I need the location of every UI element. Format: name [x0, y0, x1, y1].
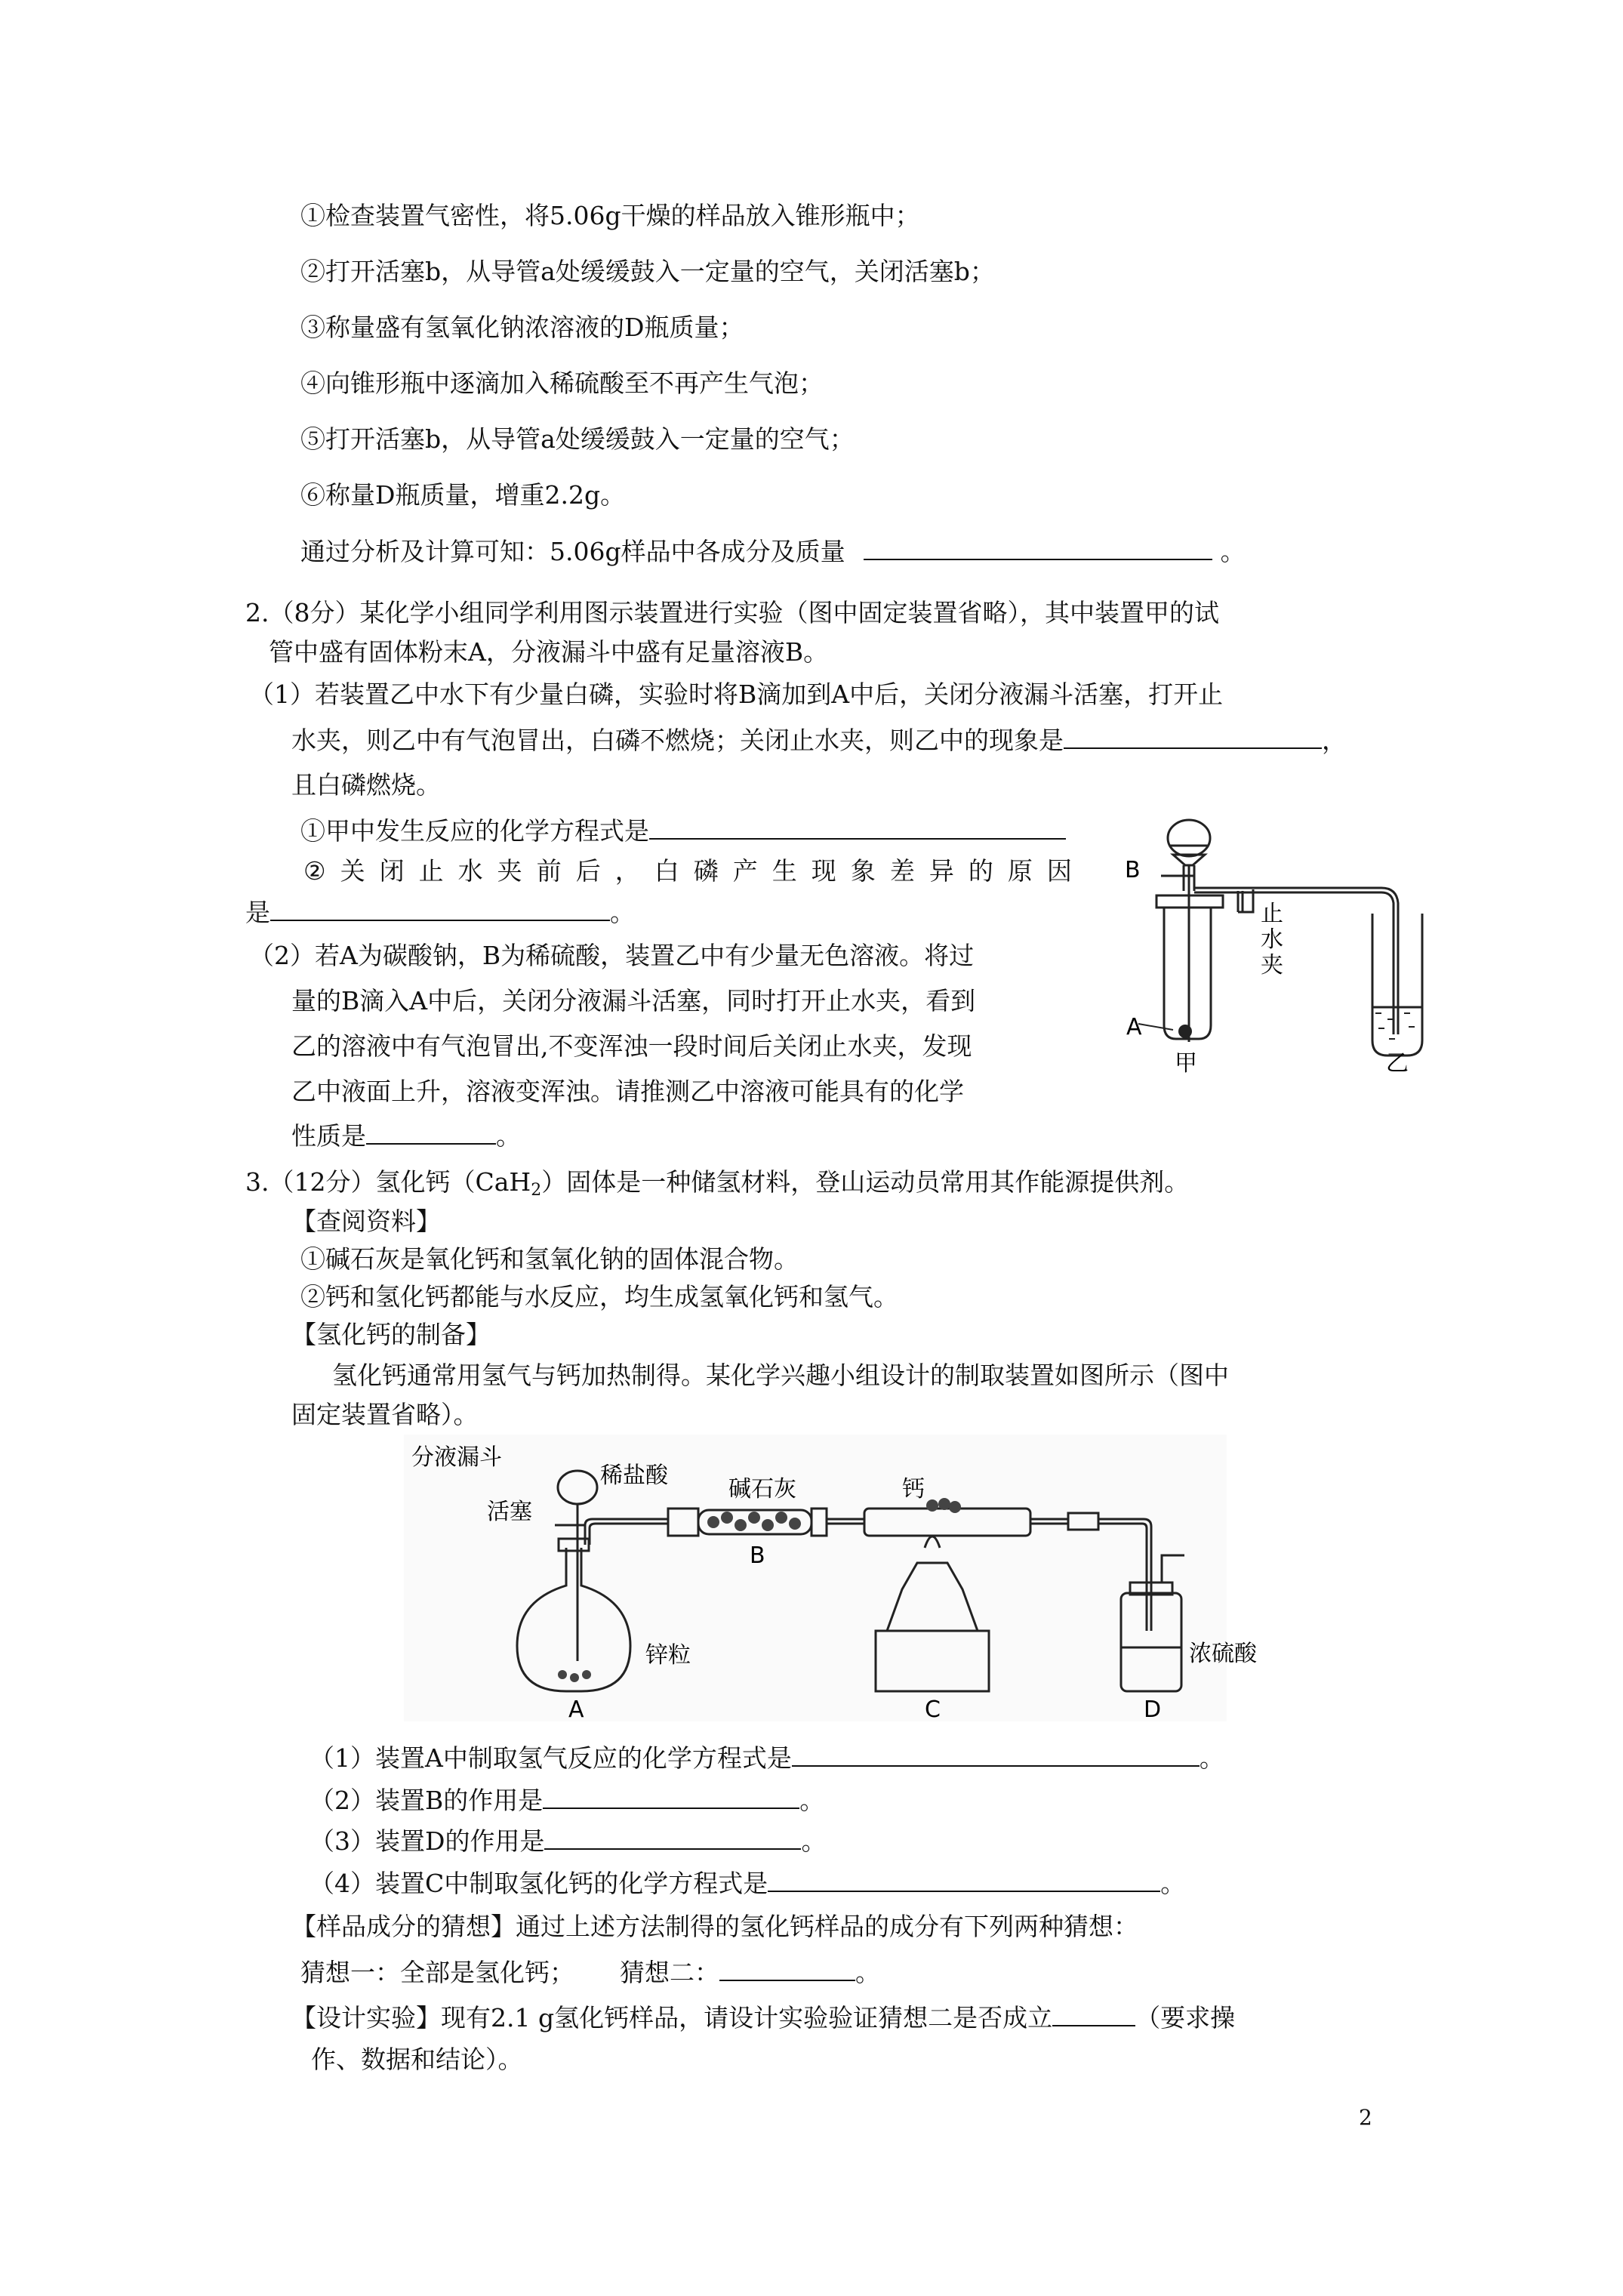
label-yi: 乙 [1386, 1050, 1409, 1077]
char: 止 [418, 856, 444, 886]
q2-sub-2-justified [303, 855, 1072, 888]
char: 后 [575, 856, 601, 886]
q2-line-1: 2.（8分）某化学小组同学利用图示装置进行实验（图中固定装置省略），其中装置甲的试 [245, 598, 1219, 627]
q3-guess-head: 【样品成分的猜想】 [291, 1912, 516, 1941]
char: 生 [771, 856, 797, 886]
answer-blank[interactable] [270, 895, 610, 921]
q3-sub-1-text: （1）装置A中制取氢气反应的化学方程式是 [310, 1743, 792, 1773]
q2-p1-line-3: 且白磷燃烧。 [291, 770, 441, 800]
q3-guess-1: 猜想一：全部是氢化钙； [300, 1958, 574, 1987]
q3-prep-2: 固定装置省略）。 [291, 1400, 479, 1429]
q3-design-text: 现有2.1 g氢化钙样品，请设计实验验证猜想二是否成立 [441, 2003, 1053, 2032]
conclusion-line [300, 535, 1246, 569]
label-b: B [750, 1542, 765, 1569]
q2-p1-line-2-text: 水夹，则乙中有气泡冒出，白磷不燃烧；关闭止水夹，则乙中的现象是 [291, 726, 1064, 755]
q2-p2-line-2: 量的B滴入A中后，关闭分液漏斗活塞，同时打开止水夹，看到 [291, 986, 976, 1015]
q3-design-head: 【设计实验】 [291, 2003, 441, 2032]
char: 关 [340, 856, 365, 886]
q2-line-2: 管中盛有固体粉末A，分液漏斗中盛有足量溶液B。 [269, 637, 829, 667]
q3-sub-2-end: 。 [799, 1786, 825, 1815]
q3-sub-2 [310, 1783, 824, 1817]
solid-powder-shape [1178, 1025, 1192, 1038]
q3-line-1 [245, 1166, 1189, 1207]
char: 因 [1046, 856, 1072, 886]
q2-p2-line-3: 乙的溶液中有气泡冒出,不变浑浊一段时间后关闭止水夹，发现 [291, 1031, 972, 1061]
q3-guess [291, 1910, 1138, 1943]
q3-sub-3-text: （3）装置D的作用是 [310, 1826, 545, 1856]
page-number: 2 [1359, 2105, 1372, 2130]
label-sulfuric-acid: 浓硫酸 [1189, 1641, 1257, 1667]
char: 磷 [693, 856, 719, 886]
label-acid: 稀盐酸 [600, 1462, 668, 1489]
char: 产 [732, 856, 758, 886]
q3-design-line-2: 作、数据和结论）。 [311, 2045, 523, 2074]
char: 夹 [497, 856, 522, 886]
label-zinc: 锌粒 [645, 1642, 691, 1669]
q3-sub-2-text: （2）装置B的作用是 [310, 1786, 544, 1815]
answer-blank[interactable] [1064, 723, 1322, 749]
label-stopcock: 活塞 [487, 1499, 532, 1525]
label-lime: 碱石灰 [728, 1476, 796, 1502]
q3-design [291, 2001, 1235, 2035]
char: ， [614, 856, 640, 886]
label-a: A [1126, 1014, 1142, 1040]
q3-sub-1-end: 。 [1199, 1743, 1224, 1773]
label-calcium: 钙 [902, 1476, 925, 1502]
label-b: B [1125, 857, 1141, 883]
q3-sub-3-end: 。 [801, 1826, 827, 1856]
char: ② [303, 856, 326, 886]
q3-design-end: （要求操 [1135, 2003, 1236, 2032]
label-jia: 甲 [1175, 1050, 1197, 1077]
answer-blank[interactable] [768, 1866, 1160, 1892]
conclusion-end: 。 [1220, 537, 1246, 566]
step-6: ⑥称量D瓶质量，增重2.2g。 [300, 480, 626, 510]
q2-sub-2-end: 。 [610, 898, 635, 927]
char: 异 [929, 856, 954, 886]
answer-blank[interactable] [649, 814, 1066, 840]
step-1: ①检查装置气密性，将5.06g干燥的样品放入锥形瓶中； [300, 201, 920, 230]
q3-guesses [300, 1955, 880, 1989]
q2-p2-line-4: 乙中液面上升，溶液变浑浊。请推测乙中溶液可能具有的化学 [291, 1077, 964, 1106]
q3-line-1-a: 3.（12分）氢化钙（CaH [245, 1167, 531, 1197]
q2-p2-line-5 [291, 1119, 521, 1153]
step-5: ⑤打开活塞b，从导管a处缓缓鼓入一定量的空气； [300, 424, 855, 454]
q2-p2-line-1: （2）若A为碳酸钠，B为稀硫酸，装置乙中有少量无色溶液。将过 [249, 941, 975, 970]
label-clamp-1: 止 [1261, 901, 1283, 927]
q3-sub-4-text: （4）装置C中制取氢化钙的化学方程式是 [310, 1869, 768, 1898]
q3-apparatus-figure [404, 1435, 1257, 1723]
q2-sub-1 [300, 814, 1066, 848]
q3-ref-2: ②钙和氢化钙都能与水反应，均生成氢氧化钙和氢气。 [300, 1282, 898, 1311]
q3-sub-4-end: 。 [1160, 1869, 1186, 1898]
q2-p1-line-2 [291, 723, 1347, 757]
char: 现 [811, 856, 836, 886]
char: 的 [968, 856, 993, 886]
answer-blank[interactable] [1052, 2001, 1135, 2026]
label-clamp-3: 夹 [1261, 952, 1283, 978]
label-c: C [925, 1697, 941, 1723]
funnel-bulb-shape [1168, 820, 1210, 856]
q3-sub-3 [310, 1824, 826, 1858]
label-d: D [1144, 1697, 1162, 1723]
char: 闭 [379, 856, 405, 886]
char: 差 [889, 856, 915, 886]
char: 象 [850, 856, 876, 886]
q2-p1-line-2-end: ， [1322, 726, 1347, 755]
step-4: ④向锥形瓶中逐滴加入稀硫酸至不再产生气泡； [300, 368, 824, 398]
q2-sub-1-text: ①甲中发生反应的化学方程式是 [300, 816, 649, 846]
conclusion-text: 通过分析及计算可知：5.06g样品中各成分及质量 [300, 537, 845, 566]
label-a: A [568, 1697, 584, 1723]
char: 前 [536, 856, 562, 886]
q3-guess-2-end: 。 [855, 1958, 880, 1987]
q2-p1-line-1: （1）若装置乙中水下有少量白磷，实验时将B滴加到A中后，关闭分液漏斗活塞，打开止 [249, 680, 1224, 709]
q3-line-1-sub: 2 [531, 1181, 542, 1200]
q2-sub-2-cont-text: 是 [245, 898, 270, 927]
q2-p2-line-5-text: 性质是 [291, 1121, 366, 1151]
q2-p2-line-5-end: 。 [496, 1121, 521, 1151]
q3-heading-2: 【氢化钙的制备】 [291, 1320, 491, 1349]
char: 白 [654, 856, 679, 886]
q2-apparatus-figure [1110, 815, 1457, 1080]
step-2: ②打开活塞b，从导管a处缓缓鼓入一定量的空气，关闭活塞b； [300, 257, 995, 286]
char: 水 [457, 856, 483, 886]
q3-line-1-b: ）固体是一种储氢材料，登山运动员常用其作能源提供剂。 [541, 1167, 1190, 1197]
label-clamp-2: 水 [1261, 926, 1283, 953]
q3-sub-1 [310, 1741, 1224, 1775]
label-funnel: 分液漏斗 [411, 1444, 502, 1471]
q3-ref-1: ①碱石灰是氧化钙和氢氧化钠的固体混合物。 [300, 1244, 799, 1274]
step-3: ③称量盛有氢氧化钠浓溶液的D瓶质量； [300, 313, 744, 342]
q3-guess-2-prefix: 猜想二： [620, 1958, 719, 1987]
answer-blank[interactable] [543, 1783, 799, 1809]
q3-sub-4 [310, 1866, 1185, 1900]
q2-sub-2-cont [245, 895, 635, 929]
answer-blank[interactable] [366, 1119, 496, 1145]
char: 原 [1007, 856, 1033, 886]
answer-blank[interactable] [544, 1824, 801, 1850]
answer-blank[interactable] [792, 1741, 1200, 1767]
answer-blank[interactable] [864, 535, 1212, 560]
q3-heading-1: 【查阅资料】 [291, 1207, 441, 1236]
answer-blank[interactable] [719, 1955, 855, 1981]
q3-guess-text: 通过上述方法制得的氢化钙样品的成分有下列两种猜想： [516, 1912, 1138, 1941]
q3-prep-1: 氢化钙通常用氢气与钙加热制得。某化学兴趣小组设计的制取装置如图所示（图中 [332, 1361, 1229, 1390]
